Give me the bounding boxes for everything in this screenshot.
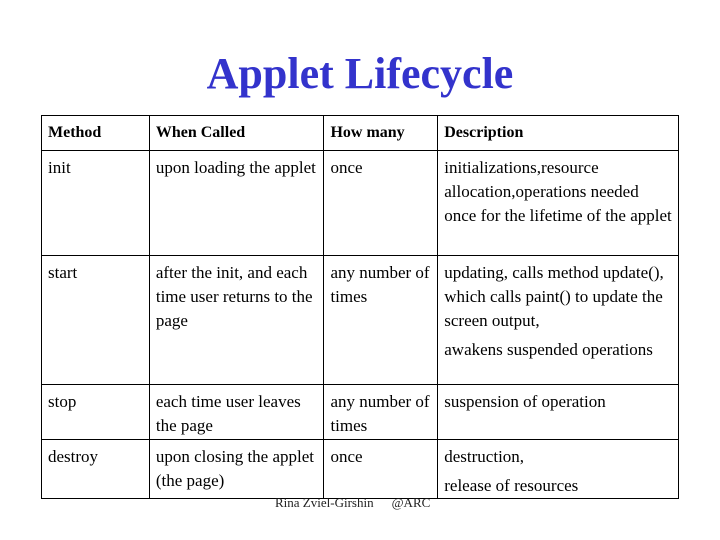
footer-author: Rina Zviel-Girshin (275, 495, 374, 510)
cell-method: init (42, 151, 150, 256)
header-how-many: How many (324, 116, 438, 151)
cell-when-called: each time user leaves the page (149, 385, 324, 440)
slide-title: Applet Lifecycle (206, 49, 514, 98)
table-row (42, 151, 679, 256)
lifecycle-table (41, 115, 679, 499)
header-method: Method (42, 116, 150, 151)
header-description: Description (438, 116, 679, 151)
table-row (42, 256, 679, 385)
cell-method: stop (42, 385, 150, 440)
cell-description (438, 256, 679, 385)
description-text: suspension of operation (444, 392, 606, 411)
description-text: destruction, (444, 447, 525, 466)
cell-description (438, 151, 679, 256)
header-when-called: When Called (149, 116, 324, 151)
cell-how-many: once (324, 151, 438, 256)
cell-description (438, 440, 679, 499)
footer-org: @ARC (391, 495, 431, 510)
cell-when-called: upon closing the applet (the page) (149, 440, 324, 499)
description-extra-text: awakens suspended operations (444, 340, 653, 359)
table-header-row (42, 116, 679, 151)
cell-when-called: upon loading the applet (149, 151, 324, 256)
cell-how-many: any number of times (324, 385, 438, 440)
cell-how-many: once (324, 440, 438, 499)
description-text: updating, calls method update(), which calls paint() to update the screen output, (444, 263, 664, 330)
description-extra-text: release of resources (444, 476, 579, 495)
table-row (42, 385, 679, 440)
cell-when-called: after the init, and each time user returns to the page (149, 256, 324, 385)
table-row (42, 440, 679, 499)
cell-how-many: any number of times (324, 256, 438, 385)
cell-method: start (42, 256, 150, 385)
description-text: initializations,resource allocation,operations needed once for the lifetime of the applet (444, 158, 672, 225)
cell-description (438, 385, 679, 440)
cell-method: destroy (42, 440, 150, 499)
slide-footer (275, 495, 430, 511)
